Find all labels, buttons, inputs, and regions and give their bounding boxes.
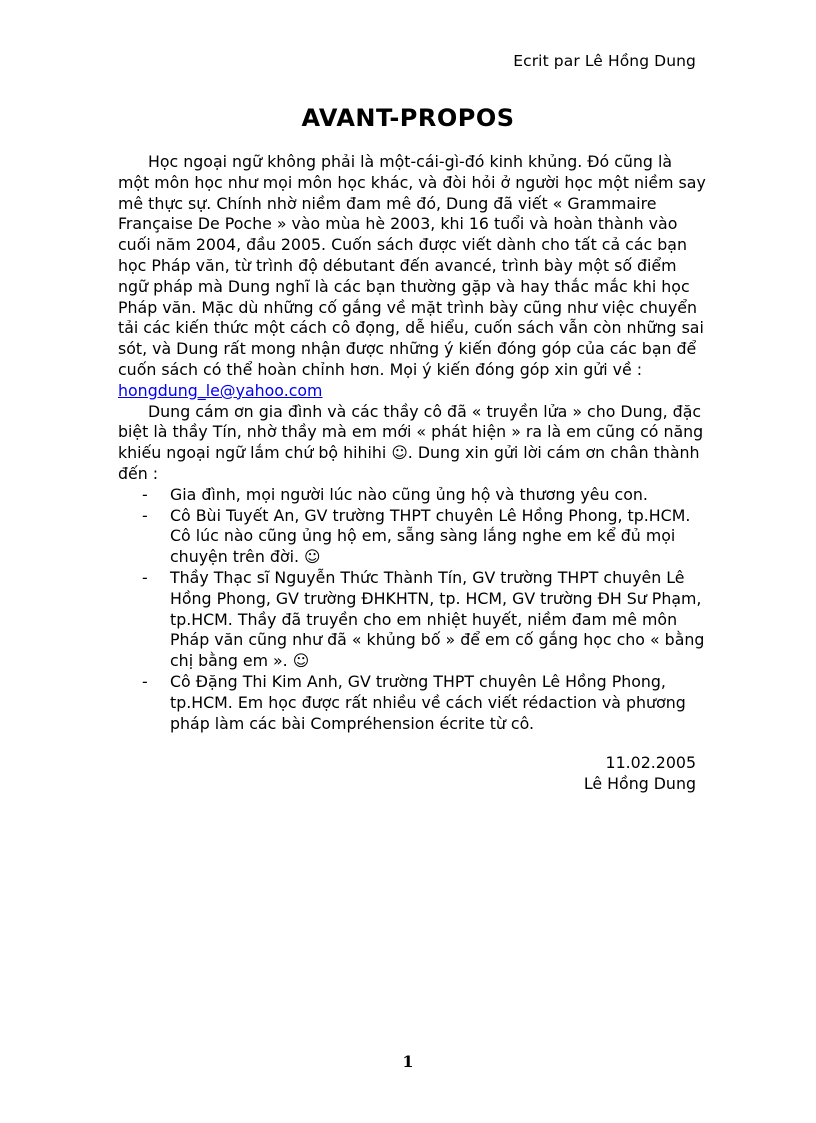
list-item-text: Gia đình, mọi người lúc nào cũng ủng hộ và thương yêu con. [170,484,648,504]
list-item-text: Cô Đặng Thi Kim Anh, GV trường THPT chuyên Lê Hồng Phong, tp.HCM. Em học được rất nhiều về cách viết rédaction và phương pháp làm các bài Compréhension écrite từ cô. [170,671,686,733]
list-item [118,506,708,568]
signature-name: Lê Hồng Dung [583,774,696,793]
page-number: 1 [402,1052,414,1071]
signature-block [584,752,696,794]
list-item [118,672,708,734]
body-text [118,152,708,734]
list-item [118,568,708,672]
list-item [118,485,708,506]
thanks-paragraph: Dung cám ơn gia đình và các thầy cô đã « truyền lửa » cho Dung, đặc biệt là thầy Tín, nhờ thầy mà em mới « phát hiện » ra là em cũng có năng khiếu ngoại ngữ lắm chứ bộ hihihi ☺. Dung xin gửi lời cám ơn chân thành đến : [118,401,704,483]
intro-paragraph-text: Học ngoại ngữ không phải là một-cái-gì-đó kinh khủng. Đó cũng là một môn học như mọi môn học khác, và đòi hỏi ở người học một niềm say mê thực sự. Chính nhờ niềm đam mê đó, Dung đã viết « Grammaire Française De Poche » vào mùa hè 2003, khi 16 tuổi và hoàn thành vào cuối năm 2004, đầu 2005. Cuốn sách được viết dành cho tất cả các bạn học Pháp văn, từ trình độ débutant đến avancé, trình bày một số điểm ngữ pháp mà Dung nghĩ là các bạn thường gặp và hay thắc mắc khi học Pháp văn. Mặc dù những cố gắng về mặt trình bày cũng như việc chuyển tải các kiến thức một cách cô đọng, dễ hiểu, cuốn sách vẫn còn những sai sót, và Dung rất mong nhận được những ý kiến đóng góp của các bạn để cuốn sách có thể hoàn chỉnh hơn. Mọi ý kiến đóng góp xin gửi về : [118,152,706,379]
list-dash: - [142,505,148,525]
list-item-text: Cô Bùi Tuyết An, GV trường THPT chuyên Lê Hồng Phong, tp.HCM. Cô lúc nào cũng ủng hộ em, sẵng sàng lắng nghe em kể đủ mọi chuyện trên đời. ☺ [170,505,691,567]
header-author: Ecrit par Lê Hồng Dung [513,52,696,70]
email-link[interactable]: hongdung_le@yahoo.com [118,380,323,400]
thanks-list [118,485,708,735]
list-dash: - [142,567,148,587]
list-item-text: Thầy Thạc sĩ Nguyễn Thức Thành Tín, GV trường THPT chuyên Lê Hồng Phong, GV trường ĐHKHTN, tp. HCM, GV trường ĐH Sư Phạm, tp.HCM. Thầy đã truyền cho em nhiệt huyết, niềm đam mê môn Pháp văn cũng như đã « khủng bố » để em cố gắng học cho « bằng chị bằng em ». ☺ [170,567,705,671]
list-dash: - [142,671,148,691]
intro-paragraph [118,152,708,402]
signature-date: 11.02.2005 [605,753,696,772]
page-title: AVANT-PROPOS [301,104,515,132]
list-dash: - [142,484,148,504]
